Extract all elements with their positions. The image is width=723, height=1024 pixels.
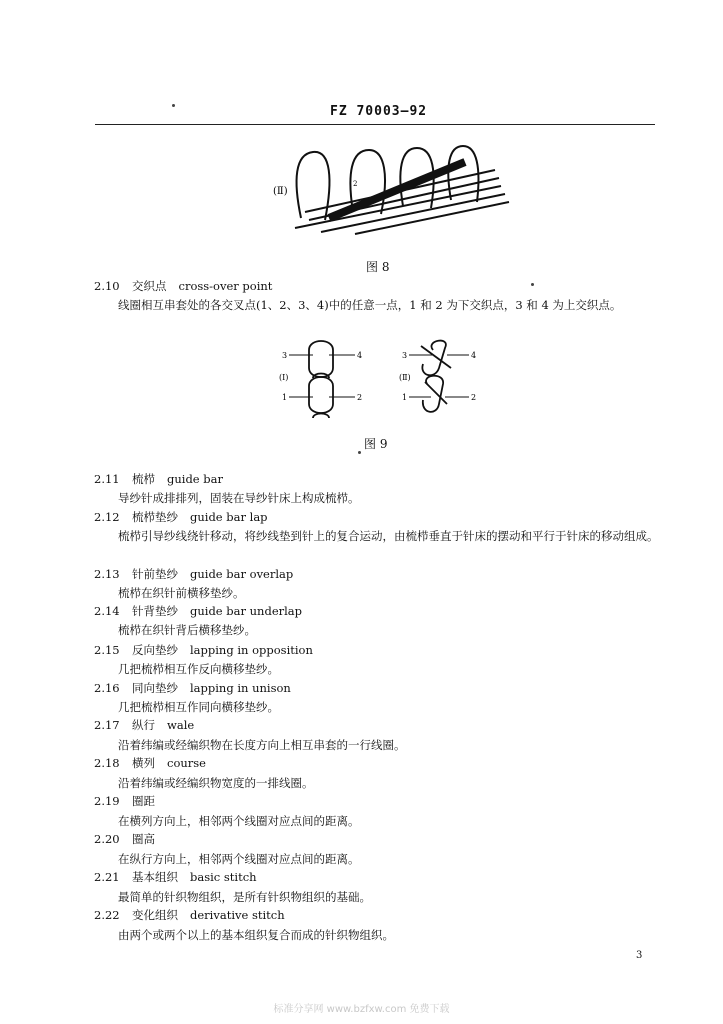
term-entry-2-15: 2.15 反向垫纱 lapping in opposition <box>94 643 313 657</box>
scan-speck <box>172 104 175 107</box>
term-entry-2-12: 2.12 梳栉垫纱 guide bar lap <box>94 510 268 524</box>
standard-code-header: FZ 70003—92 <box>330 104 428 119</box>
term-entry-2-22: 2.22 变化组织 derivative stitch <box>94 908 285 922</box>
fig9-right-label-1: 1 <box>402 393 408 402</box>
fig9-left-label-4: 4 <box>357 351 363 360</box>
fig9-left-panel-label: (Ⅰ) <box>279 373 289 382</box>
definition-2-11: 导纱针成排排列，固装在导纱针床上构成梳栉。 <box>118 491 360 505</box>
term-entry-2-10: 2.10 交织点 cross-over point <box>94 279 273 293</box>
definition-2-15: 几把梳栉相互作反向横移垫纱。 <box>118 662 279 676</box>
figure-9-cross-over-points <box>275 338 505 426</box>
definition-2-16: 几把梳栉相互作同向横移垫纱。 <box>118 700 279 714</box>
scan-speck <box>358 451 361 454</box>
scan-speck <box>531 283 534 286</box>
definition-2-20: 在纵行方向上，相邻两个线圈对应点间的距离。 <box>118 852 360 866</box>
term-entry-2-14: 2.14 针背垫纱 guide bar underlap <box>94 604 303 618</box>
definition-2-19: 在横列方向上，相邻两个线圈对应点间的距离。 <box>118 814 360 828</box>
term-entry-2-20: 2.20 圈高 <box>94 832 155 846</box>
definition-2-10: 线圈相互串套处的各交叉点(1、2、3、4)中的任意一点，1 和 2 为下交织点，3 和 4 为上交织点。 <box>118 298 622 312</box>
figure-8-small-label: 2 <box>353 180 358 188</box>
term-entry-2-16: 2.16 同向垫纱 lapping in unison <box>94 681 291 695</box>
header-rule <box>95 124 655 125</box>
fig9-right-label-2: 2 <box>471 393 477 402</box>
definition-2-13: 梳栉在织针前横移垫纱。 <box>118 586 245 600</box>
term-entry-2-21: 2.21 基本组织 basic stitch <box>94 870 257 884</box>
fig9-left-label-3: 3 <box>282 351 288 360</box>
page-number: 3 <box>636 950 643 961</box>
fig9-right-panel-label: (Ⅱ) <box>399 373 411 382</box>
definition-2-22: 由两个或两个以上的基本组织复合而成的针织物组织。 <box>118 928 394 942</box>
term-entry-2-13: 2.13 针前垫纱 guide bar overlap <box>94 567 294 581</box>
term-entry-2-19: 2.19 圈距 <box>94 794 155 808</box>
fig9-right-label-4: 4 <box>471 351 477 360</box>
term-entry-2-18: 2.18 横列 course <box>94 756 206 770</box>
term-entry-2-11: 2.11 梳栉 guide bar <box>94 472 223 486</box>
fig9-left-label-1: 1 <box>282 393 288 402</box>
definition-2-12: 梳栉引导纱线绕针移动，将纱线垫到针上的复合运动，由梳栉垂直于针床的摆动和平行于针床的移动组成。 <box>118 529 659 543</box>
figure-8-panel-label: (Ⅱ) <box>273 186 288 197</box>
figure-8-caption: 图 8 <box>366 260 390 274</box>
fig9-right-label-3: 3 <box>402 351 408 360</box>
watermark-footer: 标准分享网 www.bzfxw.com 免费下载 <box>273 1004 450 1015</box>
definition-2-18: 沿着纬编或经编织物宽度的一排线圈。 <box>118 776 314 790</box>
term-entry-2-17: 2.17 纵行 wale <box>94 718 195 732</box>
fig9-left-label-2: 2 <box>357 393 363 402</box>
definition-2-14: 梳栉在织针背后横移垫纱。 <box>118 623 256 637</box>
definition-2-17: 沿着纬编或经编织物在长度方向上相互串套的一行线圈。 <box>118 738 406 752</box>
figure-9-caption: 图 9 <box>364 437 388 451</box>
definition-2-21: 最简单的针织物组织，是所有针织物组织的基础。 <box>118 890 371 904</box>
figure-8-knit-loops <box>265 140 525 240</box>
